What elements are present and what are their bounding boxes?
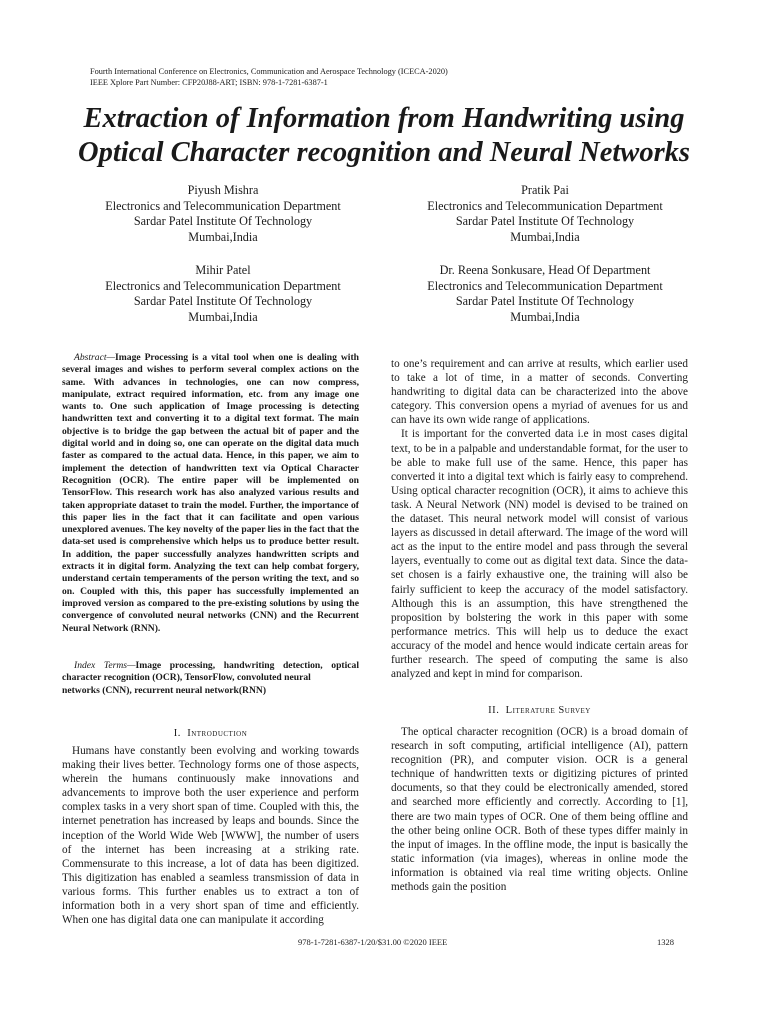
literature-survey-body [391, 725, 688, 894]
author-dept: Electronics and Telecommunication Department [105, 278, 341, 293]
author-inst: Sardar Patel Institute Of Technology [455, 214, 635, 228]
author-location: Mumbai,India [188, 229, 258, 244]
author-block-4 [375, 263, 715, 325]
author-location: Mumbai,India [510, 229, 580, 244]
paragraph: Humans have constantly been evolving and working towards making their lives better. Technology forms one of those aspects, wherein the humans continuously make innovations and advancements to improve both the user experience and perform complex tasks in a very short span of time. Coupled with this, the internet penetration has increased by leaps and bounds. Since the inception of the World Wide Web [WWW], the number of users of the internet has been increasing at a striking rate. Commensurate to this increase, a lot of data has been digitized. This digitization has enabled a seamless transmission of data in various forms. This further enables us to extract a ton of information both in a very short span of time and efficiently. When one has digital data one can manipulate it according [62, 745, 359, 927]
author-inst: Sardar Patel Institute Of Technology [133, 214, 313, 228]
isbn-line: IEEE Xplore Part Number: CFP20J88-ART; ISBN: 978-1-7281-6387-1 [90, 78, 328, 87]
section-numeral: I. [173, 728, 181, 739]
index-terms-text-2: networks (CNN), recurrent neural network(RNN) [62, 684, 267, 696]
conference-header [90, 66, 690, 88]
paper-title [40, 102, 728, 170]
abstract-lead: Abstract— [74, 352, 116, 363]
author-location: Mumbai,India [510, 309, 580, 324]
author-block-3 [53, 263, 393, 325]
author-dept: Electronics and Telecommunication Department [427, 198, 663, 213]
section-heading-introduction [62, 728, 359, 739]
author-name: Dr. Reena Sonkusare, Head Of Department [439, 263, 651, 277]
title-line-2: Optical Character recognition and Neural Networks [78, 137, 690, 168]
abstract-text: Image Processing is a vital tool when one is dealing with several images and wishes to perform several complex actions on the same. With advances in technologies, one can now compress, manipulate, extract required information, etc. from any image one wants to. One such application of Image processing is detecting handwritten text and converting it to a digital text format. The main objective is to bridge the gap between the actual bit of paper and the digital world and in doing so, one can operate on the digital data much faster as compared to the actual data. Hence, in this paper, we aim to implement the detection of handwritten text via Optical Character Recognition (OCR). The entire paper will be implemented on TensorFlow. This research work has also analyzed various results and taken appropriate dataset to train the model. Further, the importance of this paper lies in the fact that it can facilitate and open various unexplored avenues. The key novelty of the paper lies in the fact that the data-set used is comprehensive which helps us to produce better result. In addition, the paper successfully analyzes handwritten scripts and extracts it in digital form. Analyzing the text can help combat forgery, understand certain temperaments of the person writing the text, and so on. Coupled with this, this paper has successfully implemented an improved version as compared to the pre-existing solutions by using the convergence of convoluted neural networks (CNN) and the Recurrent Neural Network (RNN). [62, 352, 359, 634]
index-terms-text: Image processing, handwriting detection, optical character recognition (OCR), TensorFlow, convoluted neural [62, 660, 359, 684]
paragraph: to one’s requirement and can arrive at results, which earlier used to take a lot of time, in a matter of seconds. Converting handwriting to digital data can be characterized into the above category. This conversion opens a myriad of avenues for us and can have its own wide range of applications. [391, 358, 688, 427]
section-numeral: II. [488, 705, 500, 716]
author-dept: Electronics and Telecommunication Department [105, 198, 341, 213]
index-terms [62, 660, 359, 697]
author-location: Mumbai,India [188, 309, 258, 324]
section-heading-literature-survey [391, 705, 688, 716]
section-title: Introduction [187, 728, 248, 739]
author-inst: Sardar Patel Institute Of Technology [133, 294, 313, 308]
author-name: Mihir Patel [195, 263, 251, 277]
author-name: Pratik Pai [521, 183, 569, 197]
page-number: 1328 [657, 937, 674, 947]
author-dept: Electronics and Telecommunication Department [427, 278, 663, 293]
title-line-1: Extraction of Information from Handwriting using [83, 103, 685, 134]
abstract [62, 352, 359, 635]
author-block-2 [375, 183, 715, 245]
author-block-1 [53, 183, 393, 245]
paragraph: The optical character recognition (OCR) is a broad domain of research in soft computing, artificial intelligence (AI), pattern recognition (PR), and computer vision. OCR is a general technique of handwritten texts or digitizing pictures of printed documents, so that they could be electronically amended, stored and searched more efficiently and correctly. According to [1], there are two main types of OCR. One of them being offline and the other being online OCR. Both of these types differ mainly in the input of images. In the offline mode, the input is basically the static information (via images), whereas in online mode the information is obtained via real time writing objects. Online methods gain the position [391, 726, 688, 894]
conference-name: Fourth International Conference on Electronics, Communication and Aerospace Technology (ICECA-2020) [90, 67, 448, 76]
author-inst: Sardar Patel Institute Of Technology [455, 294, 635, 308]
section-title: Literature Survey [505, 705, 591, 716]
right-column-body [391, 357, 688, 681]
author-name: Piyush Mishra [187, 183, 259, 197]
introduction-body [62, 744, 359, 927]
paragraph: It is important for the converted data i.e in most cases digital text, to be in a palpable and understandable format, for the user to be able to make full use of the same. Hence, this paper has converted it into a digital text which is fairly easy to comprehend. Using optical character recognition (OCR), it aims to achieve this task. A Neural Network (NN) model is devised to be trained on the dataset. This neural network model will consist of various layers as discussed in detail afterward. The image of the word will act as the input to the entire model and pass through the several layers, eventually to come out as digital text data. Since the data-set chosen is a fairly exhaustive one, the training will also be fairly sufficient to keep the accuracy of the model satisfactory. Although this is an assumption, this have strengthened the proposition by bolstering the work in this paper with some performance metrics. This will help us to deduce the exact accuracy of the model and hence would indicate certain areas for further research. The speed of computing the same is also analyzed and kept in mind for comparison. [391, 428, 688, 681]
copyright-line: 978-1-7281-6387-1/20/$31.00 ©2020 IEEE [298, 937, 448, 947]
index-terms-lead: Index Terms— [74, 660, 136, 671]
